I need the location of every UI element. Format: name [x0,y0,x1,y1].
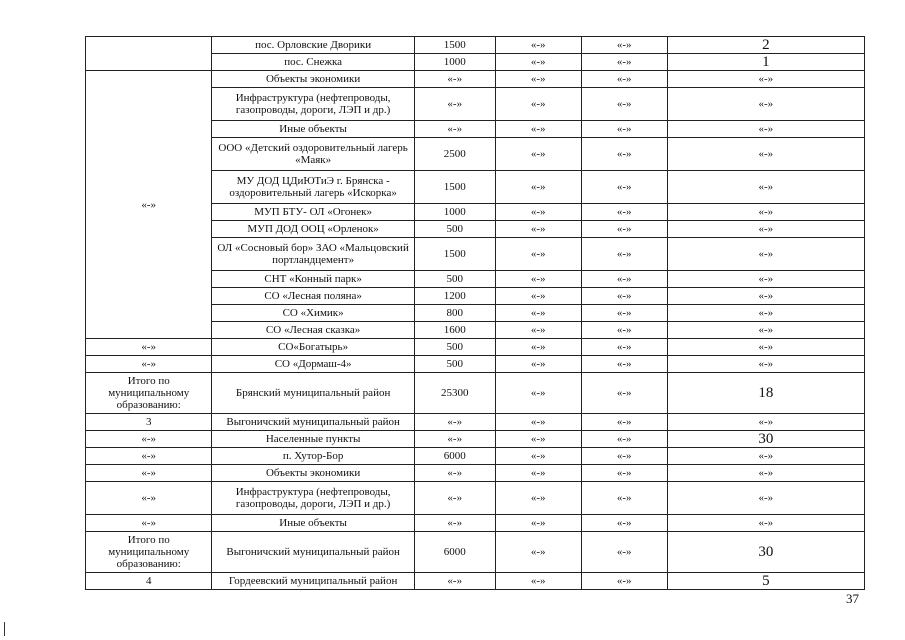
table-cell: Итого по муниципальному образованию: [86,373,212,414]
table-cell: Иные объекты [212,515,414,532]
page-number: 37 [846,591,859,606]
table-cell: «-» [581,305,667,322]
table-cell: «-» [581,238,667,271]
table-cell: «-» [581,88,667,121]
table-cell: «-» [495,482,581,515]
table-cell: «-» [581,138,667,171]
table-cell: «-» [495,138,581,171]
table-cell: «-» [581,532,667,573]
table-cell: «-» [86,71,212,339]
table-cell: «-» [414,431,495,448]
table-cell: Гордеевский муниципальный район [212,573,414,590]
table-cell: «-» [581,71,667,88]
table-cell: Иные объекты [212,121,414,138]
table-cell: «-» [414,414,495,431]
table-cell: «-» [495,448,581,465]
table-cell: «-» [495,238,581,271]
table-row [86,482,865,515]
table-cell: МУП ДОД ООЦ «Орленок» [212,221,414,238]
table-cell: «-» [495,414,581,431]
table-cell: «-» [86,515,212,532]
table-cell: «-» [667,339,864,356]
table-cell: 1200 [414,288,495,305]
table-cell: МУ ДОД ЦДиЮТиЭ г. Брянска - оздоровительный лагерь «Искорка» [212,171,414,204]
table-cell: «-» [667,305,864,322]
table-cell: 800 [414,305,495,322]
table-cell: ОЛ «Сосновый бор» ЗАО «Мальцовский портландцемент» [212,238,414,271]
table-cell: «-» [667,204,864,221]
table-cell: «-» [495,71,581,88]
table-row [86,71,865,88]
table-cell: «-» [495,271,581,288]
table-cell: «-» [667,71,864,88]
table-cell: 1000 [414,204,495,221]
table-cell: «-» [495,373,581,414]
table-cell: «-» [495,204,581,221]
table-row [86,414,865,431]
table-cell: 6000 [414,448,495,465]
table-cell: «-» [86,448,212,465]
table-cell: «-» [495,356,581,373]
table-cell: «-» [581,448,667,465]
table-cell: «-» [414,515,495,532]
table-cell: Объекты экономики [212,71,414,88]
table-cell: «-» [86,465,212,482]
table-cell: «-» [495,573,581,590]
table-cell: «-» [86,431,212,448]
table-cell: «-» [495,54,581,71]
table-cell: «-» [667,121,864,138]
data-table [85,36,865,590]
table-cell: «-» [86,339,212,356]
table-cell: «-» [495,171,581,204]
table-row [86,431,865,448]
table-row [86,356,865,373]
table-cell: «-» [667,221,864,238]
table-cell: «-» [667,238,864,271]
table-cell: 6000 [414,532,495,573]
table-row [86,515,865,532]
table-cell: 30 [667,431,864,448]
table-cell: 2500 [414,138,495,171]
table-cell: Объекты экономики [212,465,414,482]
table-cell: 500 [414,356,495,373]
table-cell: «-» [495,37,581,54]
margin-mark [4,622,5,636]
table-cell: «-» [581,339,667,356]
table-cell: 1500 [414,37,495,54]
table-cell: «-» [414,121,495,138]
table-cell: «-» [667,88,864,121]
table-row [86,573,865,590]
table-cell: «-» [581,356,667,373]
table-cell: 1500 [414,238,495,271]
table-cell: 18 [667,373,864,414]
table-cell: «-» [667,288,864,305]
table-cell: Населенные пункты [212,431,414,448]
table-cell: «-» [581,37,667,54]
table-cell: «-» [581,322,667,339]
table-cell: «-» [495,288,581,305]
table-cell: «-» [581,465,667,482]
table-cell: «-» [667,515,864,532]
table-cell: «-» [414,88,495,121]
table-cell: Инфраструктура (нефтепроводы, газопроводы, дороги, ЛЭП и др.) [212,88,414,121]
table-cell: 500 [414,339,495,356]
table-cell: СО «Лесная поляна» [212,288,414,305]
table-cell: «-» [495,431,581,448]
table-cell: «-» [667,271,864,288]
table-cell: 1 [667,54,864,71]
table-cell: «-» [495,305,581,322]
table-cell: п. Хутор-Бор [212,448,414,465]
table-cell: 5 [667,573,864,590]
table-cell: «-» [495,88,581,121]
table-cell: «-» [581,431,667,448]
table-cell [86,37,212,71]
table-cell: «-» [495,532,581,573]
table-cell: «-» [667,171,864,204]
table-cell: 1600 [414,322,495,339]
table-cell: «-» [495,339,581,356]
table-cell: 30 [667,532,864,573]
table-cell: «-» [581,121,667,138]
table-cell: «-» [667,356,864,373]
table-cell: «-» [581,515,667,532]
table-cell: «-» [86,356,212,373]
table-row [86,339,865,356]
table-cell: «-» [581,171,667,204]
table-cell: СО «Дормаш-4» [212,356,414,373]
table-cell: Выгоничский муниципальный район [212,414,414,431]
table-cell: «-» [414,482,495,515]
table-cell: ООО «Детский оздоровительный лагерь «Маяк» [212,138,414,171]
table-cell: «-» [581,221,667,238]
table-cell: Инфраструктура (нефтепроводы, газопроводы, дороги, ЛЭП и др.) [212,482,414,515]
table-cell: Брянский муниципальный район [212,373,414,414]
table-cell: «-» [667,322,864,339]
table-cell: 1500 [414,171,495,204]
table-cell: пос. Снежка [212,54,414,71]
table-row [86,448,865,465]
table-cell: СО «Химик» [212,305,414,322]
table-cell: «-» [581,373,667,414]
table-cell: «-» [414,71,495,88]
table-row [86,37,865,54]
table-cell: «-» [414,465,495,482]
table-cell: 25300 [414,373,495,414]
table-cell: «-» [495,221,581,238]
table-cell: «-» [495,322,581,339]
table-cell: «-» [495,121,581,138]
table-cell: «-» [581,482,667,515]
table-cell: «-» [581,204,667,221]
table-cell: «-» [667,482,864,515]
table-cell: СНТ «Конный парк» [212,271,414,288]
table-cell: 500 [414,271,495,288]
table-cell: «-» [667,414,864,431]
table-cell: «-» [581,271,667,288]
table-cell: «-» [86,482,212,515]
table-cell: МУП БТУ- ОЛ «Огонек» [212,204,414,221]
table-cell: «-» [667,138,864,171]
table-cell: СО«Богатырь» [212,339,414,356]
table-cell: «-» [581,414,667,431]
table-cell: «-» [414,573,495,590]
table-cell: «-» [495,515,581,532]
table-cell: «-» [495,465,581,482]
table-cell: СО «Лесная сказка» [212,322,414,339]
table-row [86,532,865,573]
table-cell: «-» [667,465,864,482]
table-cell: 2 [667,37,864,54]
table-cell: «-» [581,573,667,590]
table-cell: 4 [86,573,212,590]
table-cell: 3 [86,414,212,431]
table-cell: Итого по муниципальному образованию: [86,532,212,573]
table-row [86,373,865,414]
table-cell: «-» [581,54,667,71]
table-cell: «-» [667,448,864,465]
table-cell: 1000 [414,54,495,71]
table-cell: 500 [414,221,495,238]
table-row [86,465,865,482]
table-cell: «-» [581,288,667,305]
table-cell: Выгоничский муниципальный район [212,532,414,573]
table-cell: пос. Орловские Дворики [212,37,414,54]
